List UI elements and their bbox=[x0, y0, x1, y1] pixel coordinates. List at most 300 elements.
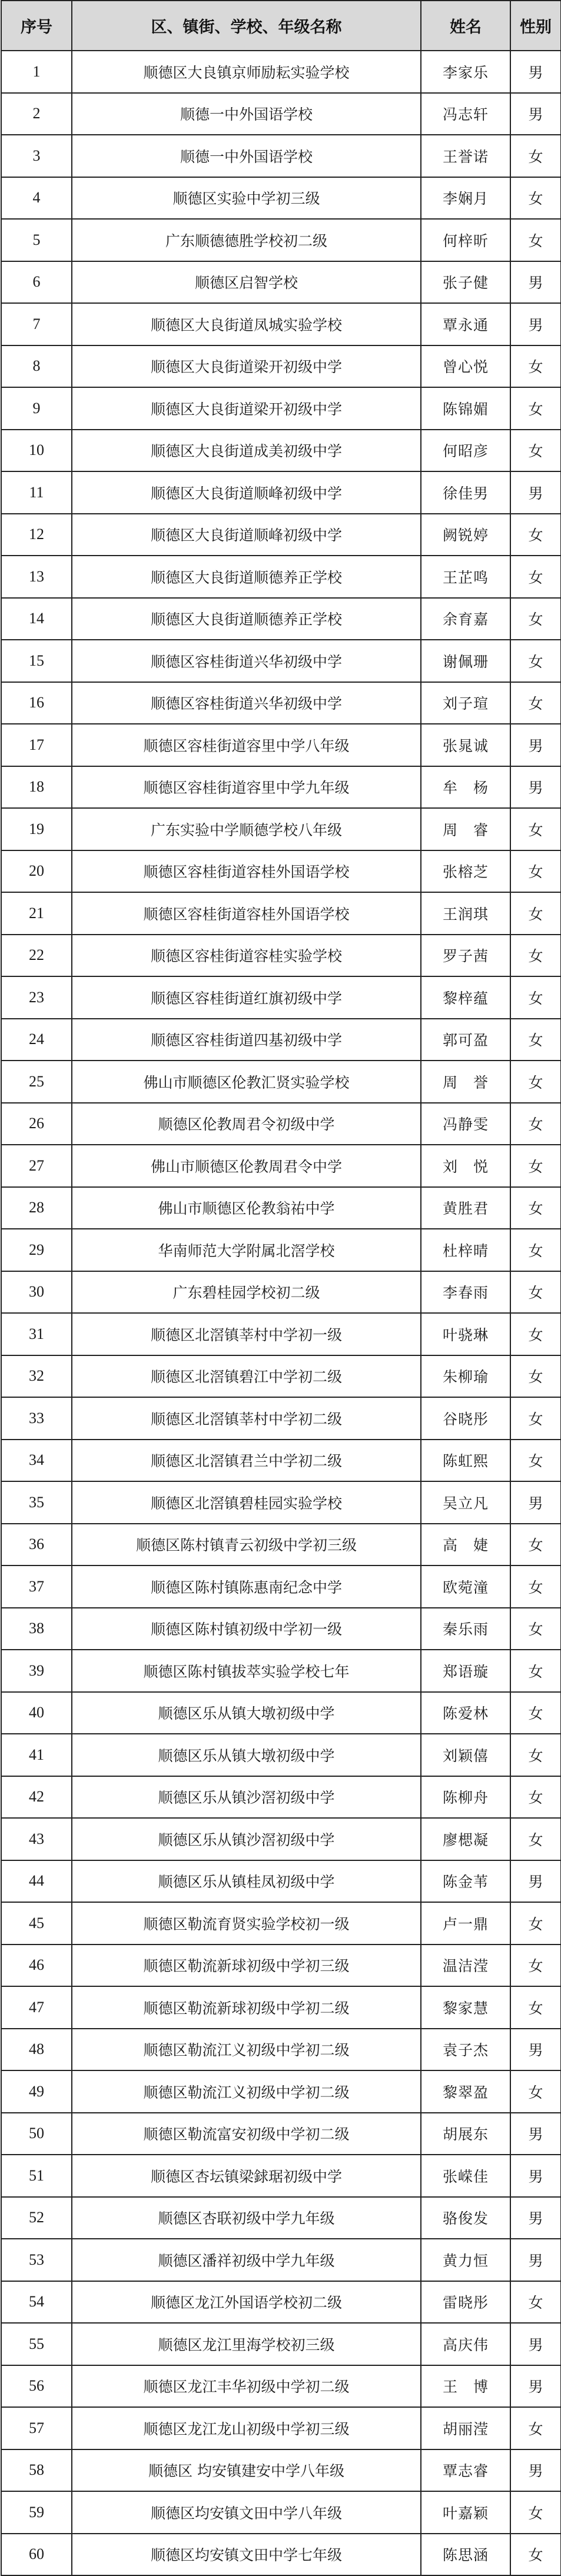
gender: 女 bbox=[510, 1818, 561, 1860]
table-row bbox=[1, 2365, 561, 2408]
school-name: 顺德区北滘镇碧桂园实验学校 bbox=[72, 1481, 421, 1524]
school-name: 佛山市顺德区伦教周君令中学 bbox=[72, 1145, 421, 1187]
school-name: 顺德区龙江龙山初级中学初三级 bbox=[72, 2407, 421, 2449]
student-name: 刘 悦 bbox=[421, 1145, 510, 1187]
student-name: 王芷鸣 bbox=[421, 556, 510, 598]
row-number: 54 bbox=[1, 2281, 72, 2324]
gender: 女 bbox=[510, 1650, 561, 1692]
student-name: 陈柳舟 bbox=[421, 1776, 510, 1819]
table-row bbox=[1, 1902, 561, 1945]
gender: 女 bbox=[510, 430, 561, 472]
gender: 女 bbox=[510, 1313, 561, 1355]
award-list-sheet bbox=[1, 0, 560, 2576]
table-row bbox=[1, 2070, 561, 2113]
row-number: 38 bbox=[1, 1608, 72, 1650]
school-name: 顺德区北滘镇莘村中学初一级 bbox=[72, 1313, 421, 1355]
student-name: 王誉诺 bbox=[421, 135, 510, 177]
school-name: 广东顺德德胜学校初二级 bbox=[72, 219, 421, 261]
row-number: 40 bbox=[1, 1692, 72, 1734]
gender: 女 bbox=[510, 1019, 561, 1061]
student-name: 冯志轩 bbox=[421, 93, 510, 135]
gender: 男 bbox=[510, 2365, 561, 2408]
row-number: 33 bbox=[1, 1397, 72, 1440]
row-number: 49 bbox=[1, 2070, 72, 2113]
school-name: 顺德区乐从镇大墩初级中学 bbox=[72, 1734, 421, 1776]
school-name: 顺德区大良街道顺德养正学校 bbox=[72, 598, 421, 640]
school-name: 顺德区容桂街道红旗初级中学 bbox=[72, 976, 421, 1019]
student-name: 胡展东 bbox=[421, 2113, 510, 2155]
table-row bbox=[1, 2155, 561, 2197]
row-number: 50 bbox=[1, 2113, 72, 2155]
row-number: 6 bbox=[1, 261, 72, 304]
table-row bbox=[1, 345, 561, 388]
row-number: 7 bbox=[1, 303, 72, 345]
table-row bbox=[1, 766, 561, 809]
table-row bbox=[1, 1397, 561, 1440]
student-name: 雷晓彤 bbox=[421, 2281, 510, 2324]
school-name: 顺德区均安镇文田中学八年级 bbox=[72, 2491, 421, 2534]
student-name: 刘子瑄 bbox=[421, 682, 510, 724]
row-number: 20 bbox=[1, 850, 72, 893]
student-name: 叶嘉颖 bbox=[421, 2491, 510, 2534]
student-name: 李家乐 bbox=[421, 51, 510, 93]
school-name: 顺德区大良街道梁开初级中学 bbox=[72, 387, 421, 430]
school-name: 顺德区容桂街道容里中学九年级 bbox=[72, 766, 421, 809]
table-row bbox=[1, 2491, 561, 2534]
school-name: 顺德区容桂街道四基初级中学 bbox=[72, 1019, 421, 1061]
gender: 女 bbox=[510, 2281, 561, 2324]
student-name: 冯静雯 bbox=[421, 1103, 510, 1145]
row-number: 3 bbox=[1, 135, 72, 177]
student-name: 罗子茜 bbox=[421, 935, 510, 977]
row-number: 22 bbox=[1, 935, 72, 977]
student-name: 黎翠盈 bbox=[421, 2070, 510, 2113]
student-name: 李娴月 bbox=[421, 177, 510, 220]
student-name: 黎梓蕴 bbox=[421, 976, 510, 1019]
school-name: 顺德区勒流江义初级中学初二级 bbox=[72, 2029, 421, 2071]
row-number: 32 bbox=[1, 1355, 72, 1398]
student-name: 覃永通 bbox=[421, 303, 510, 345]
gender: 女 bbox=[510, 1902, 561, 1945]
gender: 女 bbox=[510, 892, 561, 935]
row-number: 39 bbox=[1, 1650, 72, 1692]
row-number: 28 bbox=[1, 1187, 72, 1229]
student-name: 骆俊发 bbox=[421, 2197, 510, 2239]
gender: 女 bbox=[510, 1608, 561, 1650]
school-name: 广东实验中学顺德学校八年级 bbox=[72, 808, 421, 850]
student-name: 张子健 bbox=[421, 261, 510, 304]
school-name: 顺德区陈村镇初级中学初一级 bbox=[72, 1608, 421, 1650]
row-number: 42 bbox=[1, 1776, 72, 1819]
row-number: 41 bbox=[1, 1734, 72, 1776]
student-name: 秦乐雨 bbox=[421, 1608, 510, 1650]
school-name: 顺德区潘祥初级中学九年级 bbox=[72, 2239, 421, 2281]
school-name: 顺德区乐从镇沙滘初级中学 bbox=[72, 1818, 421, 1860]
row-number: 46 bbox=[1, 1945, 72, 1987]
gender: 男 bbox=[510, 93, 561, 135]
school-name: 顺德区杏联初级中学九年级 bbox=[72, 2197, 421, 2239]
gender: 女 bbox=[510, 514, 561, 556]
table-row bbox=[1, 724, 561, 766]
table-row bbox=[1, 2281, 561, 2324]
gender: 女 bbox=[510, 1355, 561, 1398]
gender: 男 bbox=[510, 2029, 561, 2071]
gender: 女 bbox=[510, 1271, 561, 1314]
gender: 男 bbox=[510, 471, 561, 514]
row-number: 25 bbox=[1, 1061, 72, 1103]
row-number: 15 bbox=[1, 640, 72, 682]
student-name: 陈金苇 bbox=[421, 1860, 510, 1903]
student-name: 何梓昕 bbox=[421, 219, 510, 261]
student-name: 吴立凡 bbox=[421, 1481, 510, 1524]
gender: 女 bbox=[510, 1440, 561, 1482]
school-name: 顺德区大良街道成美初级中学 bbox=[72, 430, 421, 472]
student-list-table bbox=[1, 0, 561, 2576]
student-name: 叶骁琳 bbox=[421, 1313, 510, 1355]
gender: 女 bbox=[510, 682, 561, 724]
row-number: 21 bbox=[1, 892, 72, 935]
gender: 女 bbox=[510, 387, 561, 430]
row-number: 23 bbox=[1, 976, 72, 1019]
school-name: 顺德区容桂街道兴华初级中学 bbox=[72, 640, 421, 682]
school-name: 顺德区北滘镇碧江中学初二级 bbox=[72, 1355, 421, 1398]
school-name: 顺德区乐从镇桂凤初级中学 bbox=[72, 1860, 421, 1903]
student-name: 覃志睿 bbox=[421, 2449, 510, 2492]
table-row bbox=[1, 261, 561, 304]
row-number: 5 bbox=[1, 219, 72, 261]
table-row bbox=[1, 471, 561, 514]
row-number: 8 bbox=[1, 345, 72, 388]
row-number: 56 bbox=[1, 2365, 72, 2408]
gender: 女 bbox=[510, 850, 561, 893]
gender: 女 bbox=[510, 2070, 561, 2113]
school-name: 顺德区大良镇京师励耘实验学校 bbox=[72, 51, 421, 93]
row-number: 10 bbox=[1, 430, 72, 472]
gender: 男 bbox=[510, 51, 561, 93]
row-number: 11 bbox=[1, 471, 72, 514]
student-name: 胡丽滢 bbox=[421, 2407, 510, 2449]
school-name: 广东碧桂园学校初二级 bbox=[72, 1271, 421, 1314]
gender: 男 bbox=[510, 724, 561, 766]
table-row bbox=[1, 2113, 561, 2155]
gender: 女 bbox=[510, 2491, 561, 2534]
table-row bbox=[1, 93, 561, 135]
school-name: 顺德一中外国语学校 bbox=[72, 135, 421, 177]
table-row bbox=[1, 1524, 561, 1566]
gender: 女 bbox=[510, 1229, 561, 1271]
gender: 女 bbox=[510, 1061, 561, 1103]
school-name: 顺德区大良街道顺德养正学校 bbox=[72, 556, 421, 598]
table-row bbox=[1, 1103, 561, 1145]
gender: 男 bbox=[510, 1481, 561, 1524]
table-row bbox=[1, 303, 561, 345]
table-body bbox=[1, 51, 561, 2575]
gender: 女 bbox=[510, 935, 561, 977]
student-name: 黄胜君 bbox=[421, 1187, 510, 1229]
student-name: 谢佩珊 bbox=[421, 640, 510, 682]
student-name: 阙锐婷 bbox=[421, 514, 510, 556]
student-name: 陈爱林 bbox=[421, 1692, 510, 1734]
row-number: 59 bbox=[1, 2491, 72, 2534]
table-row bbox=[1, 1355, 561, 1398]
school-name: 顺德区乐从镇沙滘初级中学 bbox=[72, 1776, 421, 1819]
row-number: 30 bbox=[1, 1271, 72, 1314]
gender: 女 bbox=[510, 1945, 561, 1987]
row-number: 26 bbox=[1, 1103, 72, 1145]
table-row bbox=[1, 556, 561, 598]
table-row bbox=[1, 1187, 561, 1229]
student-name: 刘颖僖 bbox=[421, 1734, 510, 1776]
header-school: 区、镇街、学校、年级名称 bbox=[72, 1, 421, 51]
school-name: 顺德区均安镇文田中学七年级 bbox=[72, 2534, 421, 2576]
header-gender: 性别 bbox=[510, 1, 561, 51]
table-row bbox=[1, 1608, 561, 1650]
gender: 女 bbox=[510, 1145, 561, 1187]
gender: 女 bbox=[510, 135, 561, 177]
row-number: 16 bbox=[1, 682, 72, 724]
table-row bbox=[1, 1776, 561, 1819]
gender: 女 bbox=[510, 598, 561, 640]
student-name: 谷晓彤 bbox=[421, 1397, 510, 1440]
school-name: 顺德区容桂街道容桂外国语学校 bbox=[72, 850, 421, 893]
gender: 女 bbox=[510, 2407, 561, 2449]
school-name: 顺德区容桂街道兴华初级中学 bbox=[72, 682, 421, 724]
gender: 女 bbox=[510, 345, 561, 388]
gender: 女 bbox=[510, 976, 561, 1019]
header-row bbox=[1, 1, 561, 51]
row-number: 57 bbox=[1, 2407, 72, 2449]
table-row bbox=[1, 430, 561, 472]
row-number: 2 bbox=[1, 93, 72, 135]
student-name: 陈思涵 bbox=[421, 2534, 510, 2576]
gender: 男 bbox=[510, 2449, 561, 2492]
table-row bbox=[1, 1019, 561, 1061]
gender: 女 bbox=[510, 556, 561, 598]
row-number: 47 bbox=[1, 1986, 72, 2029]
gender: 男 bbox=[510, 766, 561, 809]
student-name: 李春雨 bbox=[421, 1271, 510, 1314]
gender: 女 bbox=[510, 1986, 561, 2029]
school-name: 顺德区大良街道顺峰初级中学 bbox=[72, 471, 421, 514]
table-row bbox=[1, 2029, 561, 2071]
table-row bbox=[1, 976, 561, 1019]
row-number: 29 bbox=[1, 1229, 72, 1271]
school-name: 华南师范大学附属北滘学校 bbox=[72, 1229, 421, 1271]
table-row bbox=[1, 387, 561, 430]
row-number: 17 bbox=[1, 724, 72, 766]
table-row bbox=[1, 219, 561, 261]
school-name: 顺德一中外国语学校 bbox=[72, 93, 421, 135]
gender: 男 bbox=[510, 261, 561, 304]
student-name: 高庆伟 bbox=[421, 2323, 510, 2365]
row-number: 53 bbox=[1, 2239, 72, 2281]
school-name: 顺德区北滘镇君兰中学初二级 bbox=[72, 1440, 421, 1482]
gender: 男 bbox=[510, 2113, 561, 2155]
table-row bbox=[1, 51, 561, 93]
school-name: 顺德区勒流育贤实验学校初一级 bbox=[72, 1902, 421, 1945]
gender: 男 bbox=[510, 2323, 561, 2365]
table-row bbox=[1, 1271, 561, 1314]
gender: 女 bbox=[510, 177, 561, 220]
gender: 女 bbox=[510, 1103, 561, 1145]
table-row bbox=[1, 1440, 561, 1482]
row-number: 43 bbox=[1, 1818, 72, 1860]
school-name: 顺德区容桂街道容里中学八年级 bbox=[72, 724, 421, 766]
table-row bbox=[1, 2407, 561, 2449]
row-number: 19 bbox=[1, 808, 72, 850]
student-name: 卢一鼎 bbox=[421, 1902, 510, 1945]
student-name: 郑语璇 bbox=[421, 1650, 510, 1692]
gender: 女 bbox=[510, 640, 561, 682]
table-row bbox=[1, 1061, 561, 1103]
table-row bbox=[1, 1692, 561, 1734]
row-number: 45 bbox=[1, 1902, 72, 1945]
gender: 男 bbox=[510, 2197, 561, 2239]
table-row bbox=[1, 135, 561, 177]
student-name: 廖楒凝 bbox=[421, 1818, 510, 1860]
school-name: 佛山市顺德区伦教翁祐中学 bbox=[72, 1187, 421, 1229]
school-name: 顺德区龙江外国语学校初二级 bbox=[72, 2281, 421, 2324]
table-row bbox=[1, 2449, 561, 2492]
student-name: 王润琪 bbox=[421, 892, 510, 935]
school-name: 顺德区陈村镇陈惠南纪念中学 bbox=[72, 1565, 421, 1608]
student-name: 周 誉 bbox=[421, 1061, 510, 1103]
gender: 女 bbox=[510, 1187, 561, 1229]
student-name: 温洁滢 bbox=[421, 1945, 510, 1987]
table-row bbox=[1, 640, 561, 682]
school-name: 顺德区启智学校 bbox=[72, 261, 421, 304]
gender: 女 bbox=[510, 1776, 561, 1819]
row-number: 52 bbox=[1, 2197, 72, 2239]
school-name: 顺德区龙江里海学校初三级 bbox=[72, 2323, 421, 2365]
school-name: 顺德区陈村镇青云初级中学初三级 bbox=[72, 1524, 421, 1566]
table-row bbox=[1, 514, 561, 556]
school-name: 顺德区勒流新球初级中学初三级 bbox=[72, 1945, 421, 1987]
student-name: 周 睿 bbox=[421, 808, 510, 850]
gender: 女 bbox=[510, 1734, 561, 1776]
school-name: 顺德区乐从镇大墩初级中学 bbox=[72, 1692, 421, 1734]
row-number: 44 bbox=[1, 1860, 72, 1903]
row-number: 27 bbox=[1, 1145, 72, 1187]
gender: 女 bbox=[510, 1565, 561, 1608]
table-row bbox=[1, 2197, 561, 2239]
table-row bbox=[1, 850, 561, 893]
table-row bbox=[1, 1481, 561, 1524]
school-name: 顺德区大良街道顺峰初级中学 bbox=[72, 514, 421, 556]
row-number: 1 bbox=[1, 51, 72, 93]
row-number: 12 bbox=[1, 514, 72, 556]
gender: 女 bbox=[510, 1524, 561, 1566]
student-name: 牟 杨 bbox=[421, 766, 510, 809]
row-number: 24 bbox=[1, 1019, 72, 1061]
table-row bbox=[1, 1229, 561, 1271]
row-number: 14 bbox=[1, 598, 72, 640]
row-number: 4 bbox=[1, 177, 72, 220]
school-name: 顺德区大良街道梁开初级中学 bbox=[72, 345, 421, 388]
row-number: 35 bbox=[1, 1481, 72, 1524]
student-name: 王 博 bbox=[421, 2365, 510, 2408]
table-row bbox=[1, 2534, 561, 2576]
row-number: 58 bbox=[1, 2449, 72, 2492]
row-number: 37 bbox=[1, 1565, 72, 1608]
gender: 男 bbox=[510, 303, 561, 345]
school-name: 顺德区伦教周君令初级中学 bbox=[72, 1103, 421, 1145]
table-row bbox=[1, 177, 561, 220]
school-name: 顺德区杏坛镇梁銶琚初级中学 bbox=[72, 2155, 421, 2197]
table-row bbox=[1, 1650, 561, 1692]
gender: 女 bbox=[510, 1397, 561, 1440]
table-row bbox=[1, 2323, 561, 2365]
gender: 女 bbox=[510, 2534, 561, 2576]
gender: 女 bbox=[510, 808, 561, 850]
school-name: 顺德区实验中学初三级 bbox=[72, 177, 421, 220]
table-row bbox=[1, 1565, 561, 1608]
school-name: 佛山市顺德区伦教汇贤实验学校 bbox=[72, 1061, 421, 1103]
student-name: 张晁诚 bbox=[421, 724, 510, 766]
gender: 女 bbox=[510, 219, 561, 261]
table-row bbox=[1, 598, 561, 640]
school-name: 顺德区勒流新球初级中学初二级 bbox=[72, 1986, 421, 2029]
student-name: 朱柳瑜 bbox=[421, 1355, 510, 1398]
school-name: 顺德区 均安镇建安中学八年级 bbox=[72, 2449, 421, 2492]
row-number: 48 bbox=[1, 2029, 72, 2071]
school-name: 顺德区容桂街道容桂实验学校 bbox=[72, 935, 421, 977]
student-name: 张嵘佳 bbox=[421, 2155, 510, 2197]
student-name: 杜梓晴 bbox=[421, 1229, 510, 1271]
table-row bbox=[1, 1734, 561, 1776]
table-row bbox=[1, 2239, 561, 2281]
header-name: 姓名 bbox=[421, 1, 510, 51]
table-row bbox=[1, 1945, 561, 1987]
table-row bbox=[1, 892, 561, 935]
table-row bbox=[1, 1860, 561, 1903]
row-number: 55 bbox=[1, 2323, 72, 2365]
student-name: 陈虹熙 bbox=[421, 1440, 510, 1482]
school-name: 顺德区大良街道凤城实验学校 bbox=[72, 303, 421, 345]
row-number: 60 bbox=[1, 2534, 72, 2576]
school-name: 顺德区龙江丰华初级中学初二级 bbox=[72, 2365, 421, 2408]
row-number: 9 bbox=[1, 387, 72, 430]
table-row bbox=[1, 1145, 561, 1187]
student-name: 张榕芝 bbox=[421, 850, 510, 893]
gender: 女 bbox=[510, 1692, 561, 1734]
school-name: 顺德区勒流富安初级中学初二级 bbox=[72, 2113, 421, 2155]
student-name: 余育嘉 bbox=[421, 598, 510, 640]
table-row bbox=[1, 1313, 561, 1355]
table-row bbox=[1, 808, 561, 850]
row-number: 36 bbox=[1, 1524, 72, 1566]
table-row bbox=[1, 1818, 561, 1860]
school-name: 顺德区陈村镇拔萃实验学校七年 bbox=[72, 1650, 421, 1692]
gender: 男 bbox=[510, 2239, 561, 2281]
student-name: 欧菀潼 bbox=[421, 1565, 510, 1608]
student-name: 曾心悦 bbox=[421, 345, 510, 388]
student-name: 郭可盈 bbox=[421, 1019, 510, 1061]
student-name: 黄力恒 bbox=[421, 2239, 510, 2281]
row-number: 51 bbox=[1, 2155, 72, 2197]
student-name: 何昭彦 bbox=[421, 430, 510, 472]
school-name: 顺德区北滘镇莘村中学初二级 bbox=[72, 1397, 421, 1440]
row-number: 31 bbox=[1, 1313, 72, 1355]
student-name: 袁子杰 bbox=[421, 2029, 510, 2071]
student-name: 高 婕 bbox=[421, 1524, 510, 1566]
table-row bbox=[1, 682, 561, 724]
row-number: 13 bbox=[1, 556, 72, 598]
student-name: 黎家慧 bbox=[421, 1986, 510, 2029]
table-row bbox=[1, 1986, 561, 2029]
header-no: 序号 bbox=[1, 1, 72, 51]
school-name: 顺德区容桂街道容桂外国语学校 bbox=[72, 892, 421, 935]
